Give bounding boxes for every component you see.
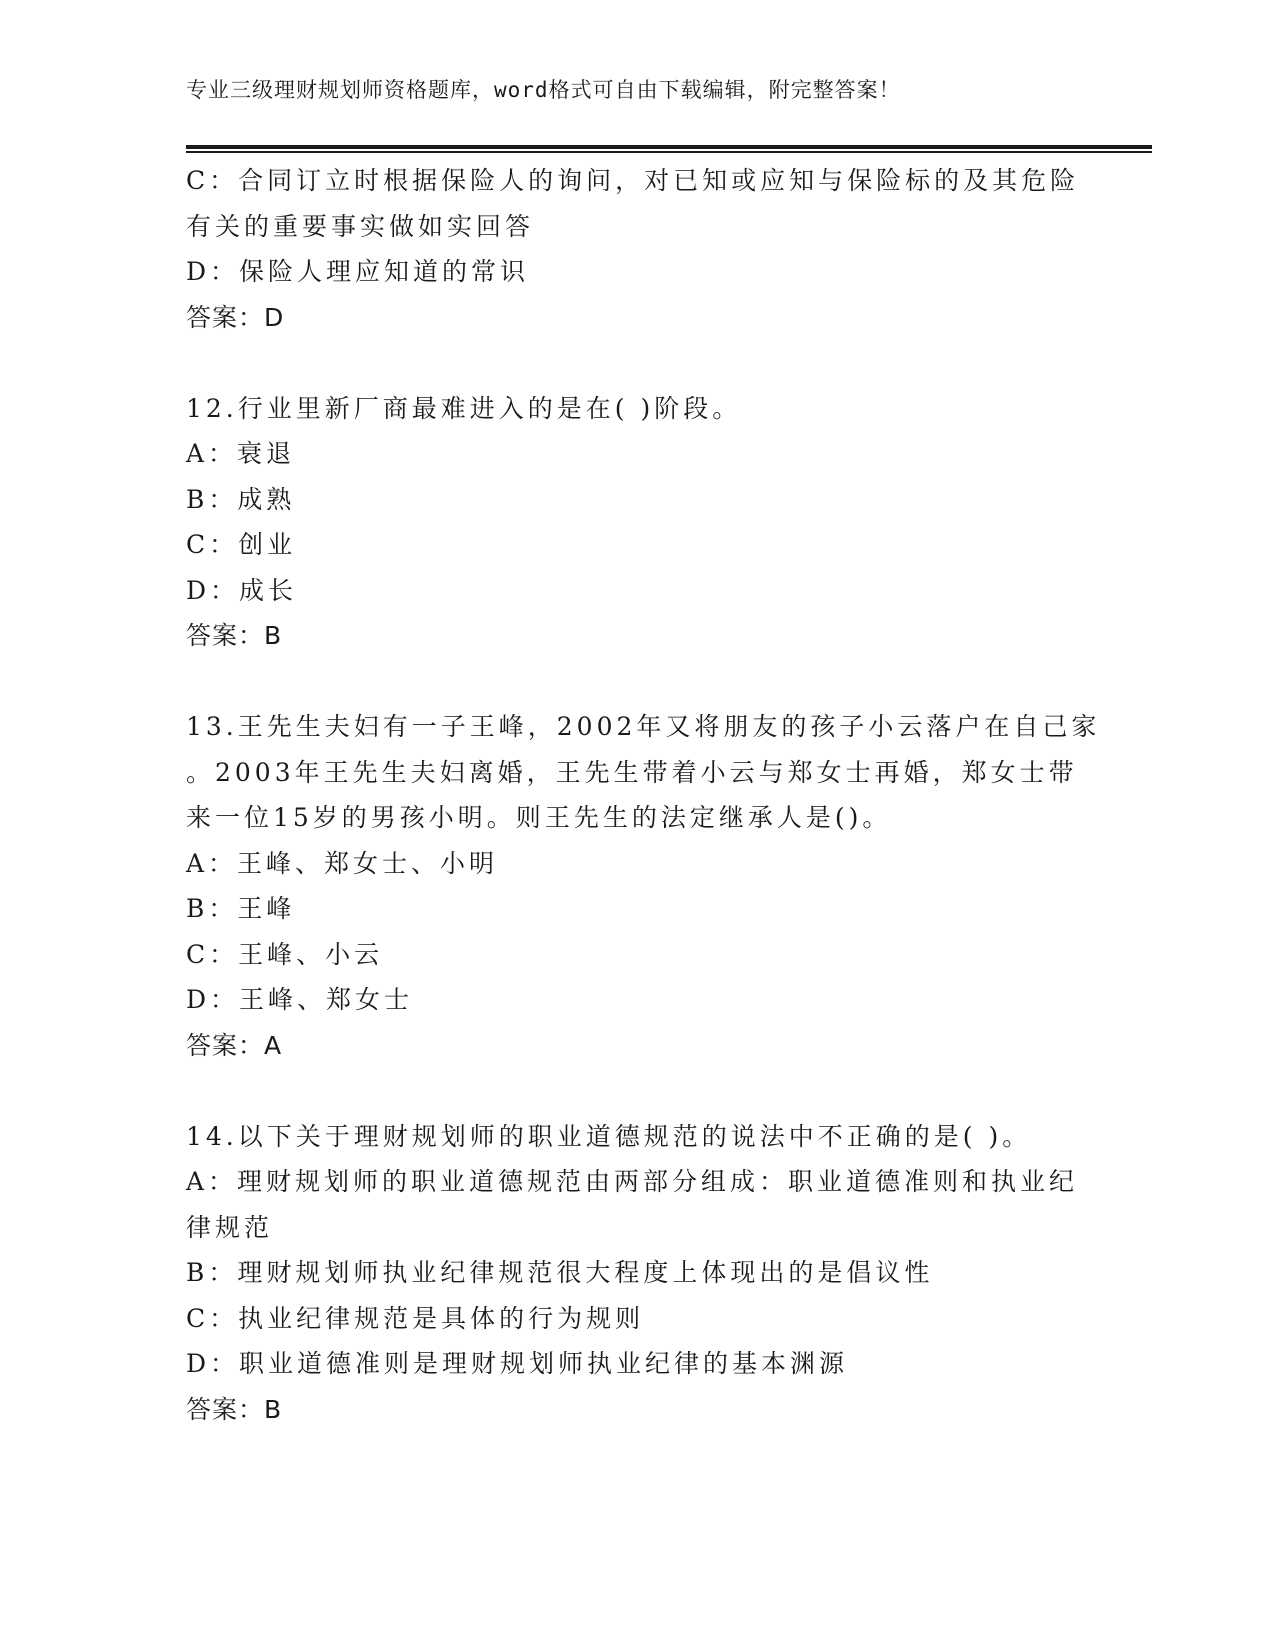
question-stem: 12.行业里新厂商最难进入的是在( )阶段。: [186, 393, 742, 423]
header-rule-thick: [186, 145, 1152, 149]
spacer: [186, 340, 1086, 386]
question-stem-line3: 来一位15岁的男孩小明。则王先生的法定继承人是()。: [186, 803, 892, 832]
option-d: D：保险人理应知道的常识: [186, 257, 530, 286]
option-a-line2: 律规范: [186, 1212, 274, 1242]
question-13: [186, 704, 1101, 1068]
option-b: B：成熟: [186, 484, 296, 514]
question-stem-line1: 13.王先生夫妇有一子王峰，2002年又将朋友的孩子小云落户在自己家: [186, 712, 1101, 741]
option-a: A：王峰、郑女士、小明: [186, 848, 499, 878]
question-content: [186, 158, 1101, 1432]
option-d: D：成长: [186, 575, 298, 605]
question-stem: 14.以下关于理财规划师的职业道德规范的说法中不正确的是( )。: [186, 1121, 1032, 1151]
question-11-tail: [186, 158, 1086, 340]
option-b: B：理财规划师执业纪律规范很大程度上体现出的是倡议性: [186, 1258, 934, 1287]
option-d: D：王峰、郑女士: [186, 985, 414, 1014]
answer: 答案：B: [186, 1394, 283, 1424]
answer: 答案：A: [186, 1030, 283, 1060]
option-d: D：职业道德准则是理财规划师执业纪律的基本渊源: [186, 1349, 849, 1378]
question-12: [186, 386, 1086, 659]
option-b: B：王峰: [186, 894, 296, 923]
option-a: A：衰退: [186, 439, 296, 468]
answer: 答案：B: [186, 621, 283, 650]
page-header: 专业三级理财规划师资格题库，word格式可自由下载编辑，附完整答案！: [186, 78, 901, 102]
spacer: [186, 659, 1086, 705]
header-rule-thin: [186, 151, 1152, 153]
option-c-line2: 有关的重要事实做如实回答: [186, 211, 535, 241]
option-c: C：王峰、小云: [186, 939, 384, 969]
question-stem-line2: 。2003年王先生夫妇离婚，王先生带着小云与郑女士再婚，郑女士带: [186, 757, 1078, 787]
option-c-line1: C：合同订立时根据保险人的询问，对已知或应知与保险标的及其危险: [186, 166, 1080, 195]
option-c: C：创业: [186, 530, 297, 559]
question-14: [186, 1114, 1086, 1433]
answer: 答案：D: [186, 302, 285, 332]
option-a-line1: A：理财规划师的职业道德规范由两部分组成：职业道德准则和执业纪: [186, 1167, 1079, 1196]
spacer: [186, 1068, 1086, 1114]
option-c: C：执业纪律规范是具体的行为规则: [186, 1303, 645, 1333]
